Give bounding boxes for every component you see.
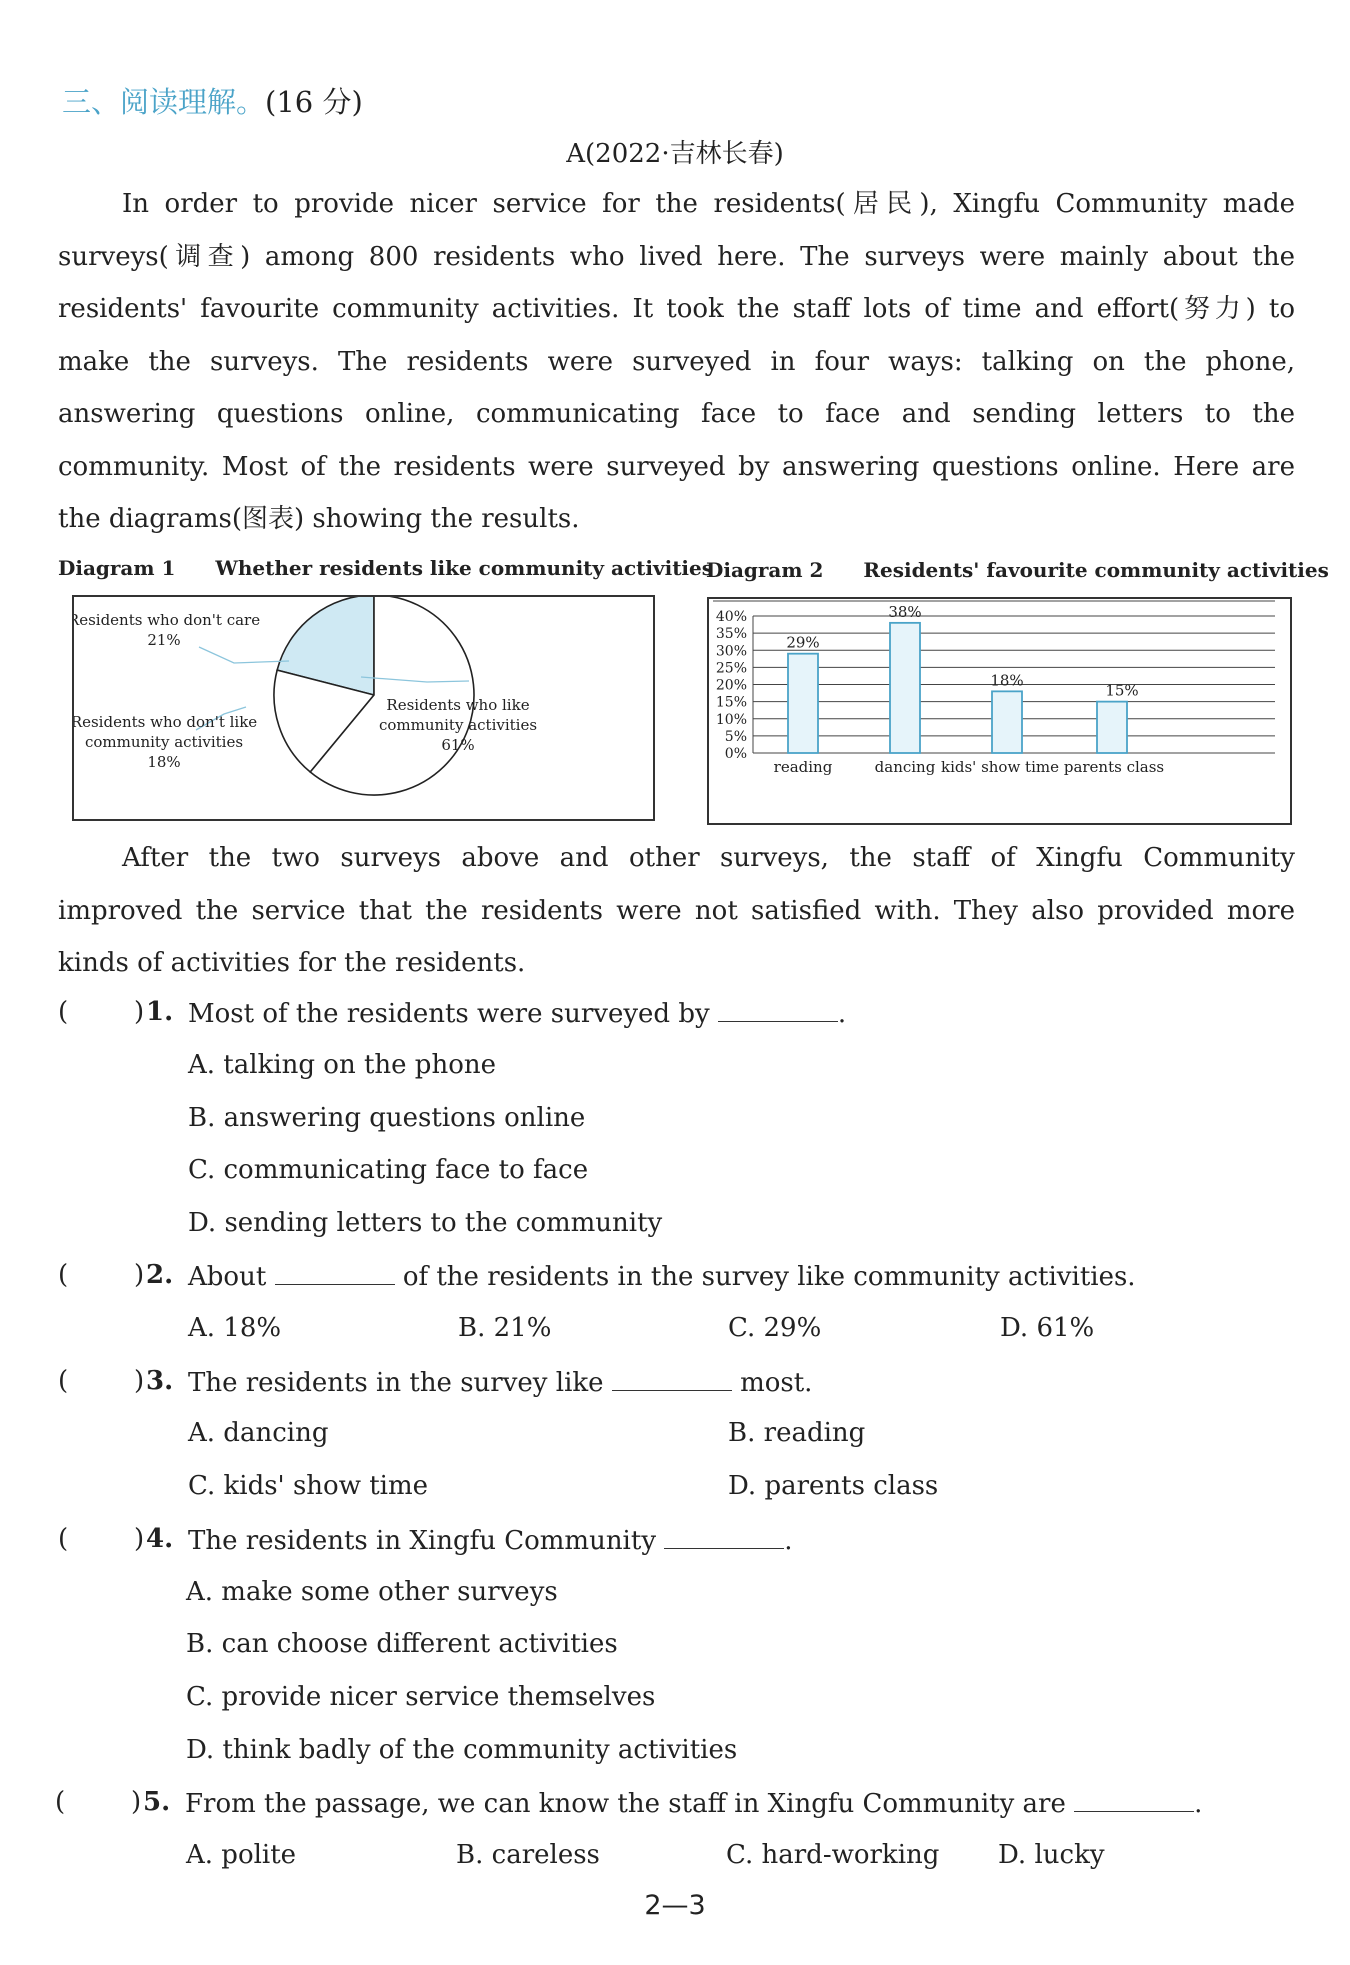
option-3d[interactable]: D. parents class: [728, 1471, 939, 1501]
option-1d[interactable]: D. sending letters to the community: [188, 1208, 663, 1238]
bar-value-label: 15%: [1105, 681, 1139, 700]
x-category-label: parents class: [1063, 758, 1165, 776]
passage-line: In order to provide nicer service for the residents(居民), Xingfu Community made: [122, 189, 1295, 219]
question-stem-end: .: [784, 1526, 793, 1556]
passage-line: kinds of activities for the residents.: [58, 948, 526, 978]
passage-paragraph-2: [58, 832, 1295, 990]
passage-paragraph-1: [58, 178, 1295, 546]
question-stem: About: [188, 1262, 267, 1292]
answer-paren-close: ): [134, 1524, 145, 1554]
question-number: 1.: [146, 997, 174, 1027]
answer-paren-close: ): [131, 1787, 142, 1817]
answer-blank[interactable]: [1074, 1787, 1194, 1812]
option-5d[interactable]: D. lucky: [998, 1840, 1105, 1870]
y-tick-label: 20%: [715, 677, 747, 694]
y-tick-label: 0%: [724, 746, 747, 762]
answer-paren-close: ): [134, 1260, 145, 1290]
question-stem: From the passage, we can know the staff in Xingfu Community are: [185, 1789, 1066, 1819]
y-tick-label: 15%: [715, 694, 747, 711]
question-number: 2.: [146, 1260, 174, 1290]
option-3b[interactable]: B. reading: [728, 1418, 866, 1448]
question-stem-end: .: [1194, 1789, 1203, 1819]
diagram1-label: Diagram 1: [58, 556, 176, 580]
answer-paren-open[interactable]: (: [58, 1260, 69, 1290]
option-2a[interactable]: A. 18%: [188, 1313, 282, 1343]
page-number: 2—3: [644, 1890, 706, 1921]
y-tick-label: 25%: [715, 660, 747, 677]
option-3c[interactable]: C. kids' show time: [188, 1471, 429, 1501]
bar: [890, 623, 920, 753]
option-2b[interactable]: B. 21%: [458, 1313, 552, 1343]
option-4b[interactable]: B. can choose different activities: [186, 1629, 618, 1659]
option-5a[interactable]: A. polite: [186, 1840, 297, 1870]
section-title: 三、阅读理解。: [62, 85, 266, 119]
pie-slice-label: Residents who like community activities 61%: [378, 696, 538, 754]
option-4d[interactable]: D. think badly of the community activities: [186, 1735, 738, 1765]
answer-paren-open[interactable]: (: [55, 1787, 66, 1817]
diagram1-title: Whether residents like community activities: [215, 556, 714, 580]
bar: [992, 691, 1022, 753]
passage-line: community. Most of the residents were surveyed by answering questions online. Here are: [58, 451, 1295, 482]
y-tick-label: 35%: [715, 626, 747, 643]
option-1a[interactable]: A. talking on the phone: [188, 1050, 496, 1080]
passage-line: After the two surveys above and other surveys, the staff of Xingfu Community: [122, 843, 1295, 873]
option-4a[interactable]: A. make some other surveys: [186, 1577, 558, 1607]
question-stem-end: .: [837, 999, 847, 1029]
pie-slice-label: Residents who don't care 21%: [74, 611, 261, 649]
bar: [1097, 702, 1127, 753]
diagram1-caption: [58, 556, 713, 580]
option-1b[interactable]: B. answering questions online: [188, 1103, 586, 1133]
question-stem: Most of the residents were surveyed by: [188, 999, 710, 1029]
question-stem-end: of the residents in the survey like community activities.: [402, 1262, 1136, 1292]
question-number: 3.: [146, 1366, 174, 1396]
x-category-label: kids' show time: [940, 758, 1060, 776]
pie-slice-label: Residents who don't like community activities 18%: [74, 713, 258, 771]
passage-line: answering questions online, communicating face to face and sending letters to the: [58, 399, 1295, 429]
bar-chart: [709, 599, 1290, 823]
passage-title: A(2022·吉林长春): [566, 139, 784, 169]
question-stem: The residents in Xingfu Community: [188, 1526, 657, 1556]
option-2d[interactable]: D. 61%: [1000, 1313, 1095, 1343]
y-tick-label: 40%: [715, 609, 747, 625]
bar-value-label: 38%: [888, 602, 922, 621]
x-category-label: reading: [773, 758, 833, 776]
option-5c[interactable]: C. hard-working: [726, 1840, 940, 1870]
bar: [788, 654, 818, 753]
passage-line: surveys(调查) among 800 residents who lived here. The surveys were mainly about the: [58, 241, 1295, 272]
option-5b[interactable]: B. careless: [456, 1840, 600, 1870]
answer-paren-close: ): [134, 997, 145, 1027]
answer-paren-open[interactable]: (: [58, 1366, 69, 1396]
x-category-label: dancing: [874, 758, 936, 776]
diagram2-caption: [706, 558, 1329, 582]
passage-line: residents' favourite community activities. It took the staff lots of time and effort(努力) to: [58, 294, 1295, 324]
y-tick-label: 30%: [715, 643, 747, 660]
option-3a[interactable]: A. dancing: [188, 1418, 329, 1448]
bar-value-label: 29%: [786, 633, 820, 652]
question-stem: The residents in the survey like: [188, 1368, 604, 1398]
section-heading: [62, 80, 363, 121]
answer-blank[interactable]: [718, 997, 838, 1022]
option-2c[interactable]: C. 29%: [728, 1313, 822, 1343]
answer-paren-open[interactable]: (: [58, 997, 69, 1027]
option-4c[interactable]: C. provide nicer service themselves: [186, 1682, 656, 1712]
diagram1-box: [72, 595, 655, 821]
diagram2-box: [707, 597, 1292, 825]
answer-blank[interactable]: [612, 1366, 732, 1391]
y-tick-label: 10%: [715, 711, 747, 728]
question-stem-end: most.: [740, 1368, 813, 1398]
answer-paren-open[interactable]: (: [58, 1524, 69, 1554]
passage-line: the diagrams(图表) showing the results.: [58, 504, 580, 534]
pie-leader-line: [199, 647, 289, 663]
question-number: 4.: [146, 1524, 174, 1554]
answer-blank[interactable]: [664, 1524, 784, 1549]
diagram2-title: Residents' favourite community activities: [863, 558, 1329, 582]
option-1c[interactable]: C. communicating face to face: [188, 1155, 589, 1185]
section-score: (16 分): [265, 85, 363, 119]
bar-value-label: 18%: [990, 671, 1024, 690]
answer-blank[interactable]: [275, 1260, 395, 1285]
question-number: 5.: [143, 1787, 171, 1817]
diagram2-label: Diagram 2: [706, 558, 824, 582]
answer-paren-close: ): [134, 1366, 145, 1396]
passage-line: make the surveys. The residents were surveyed in four ways: talking on the phone,: [58, 346, 1295, 377]
y-tick-label: 5%: [724, 728, 747, 745]
pie-chart: [74, 597, 653, 819]
passage-line: improved the service that the residents were not satisfied with. They also provided more: [58, 895, 1295, 926]
